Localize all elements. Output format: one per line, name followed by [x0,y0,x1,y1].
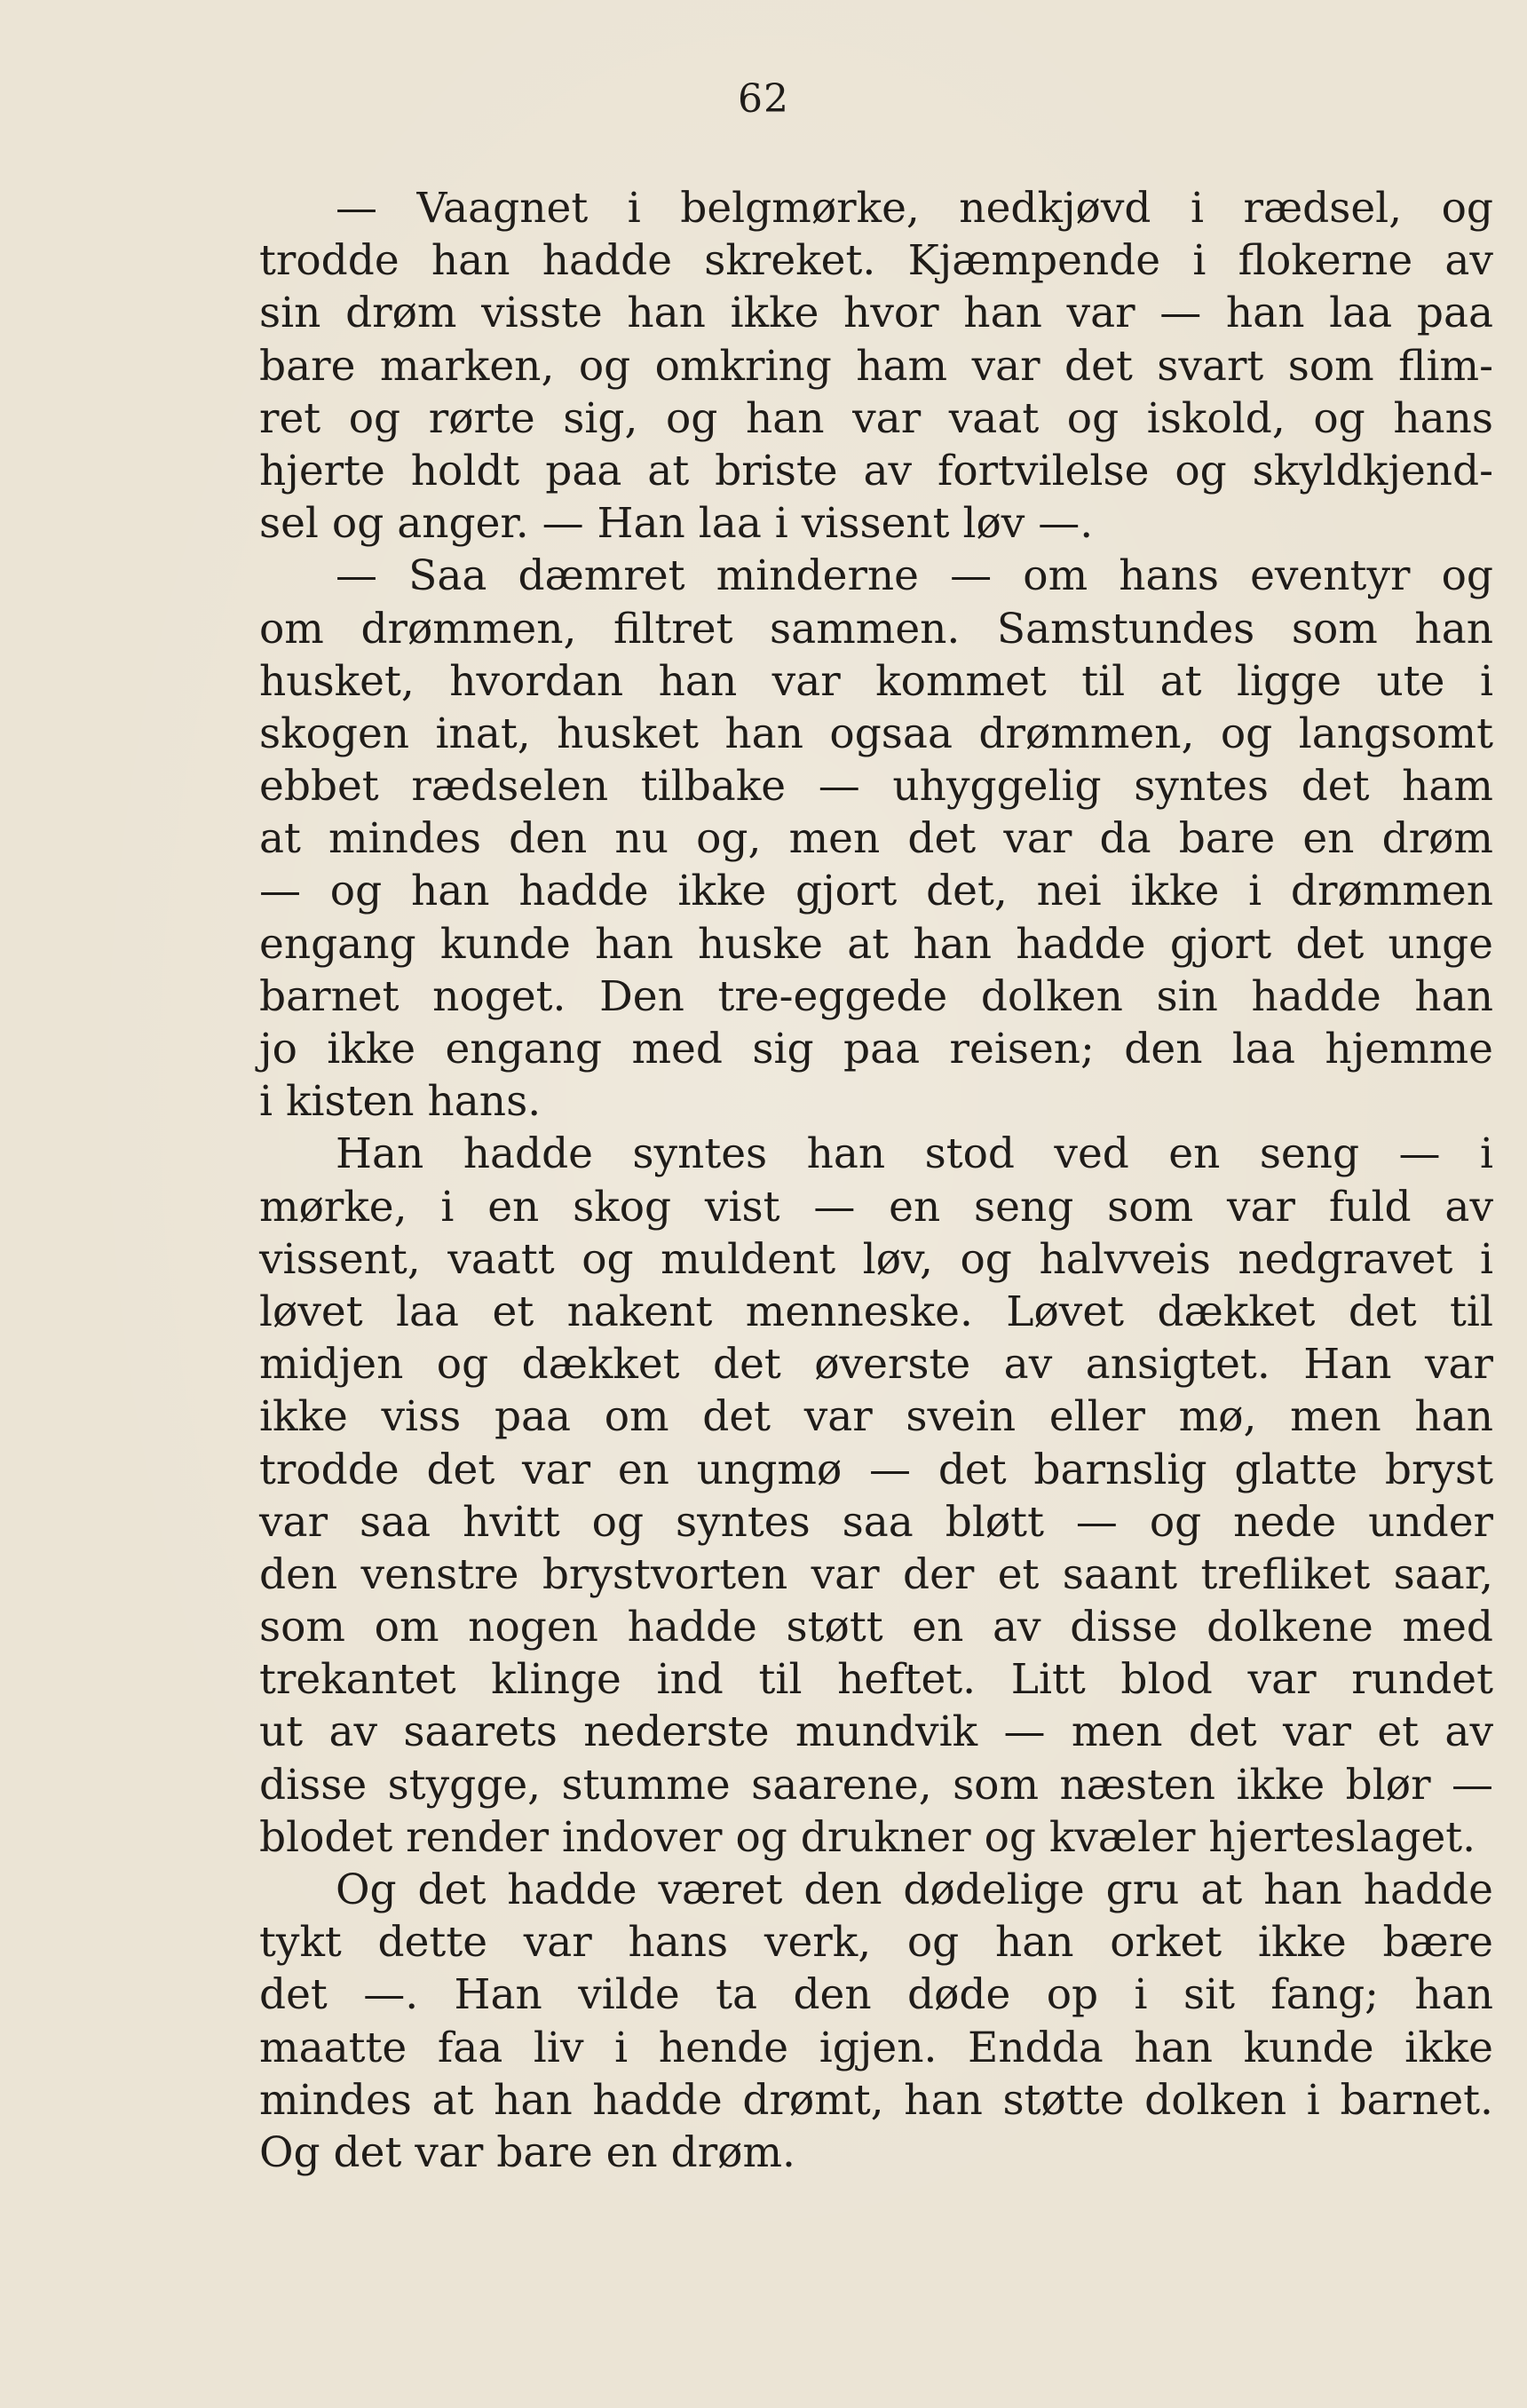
text-line: Og det hadde været den dødelige gru at han hadde [336,1865,1493,1914]
body-text [259,182,1493,2179]
text-line: tykt dette var hans verk, og han orket ikke bære [259,1918,1493,1968]
text-line: løvet laa et nakent menneske. Løvet dækket det til [259,1287,1493,1336]
text-line: trodde han hadde skreket. Kjæmpende i flokerne av [259,236,1493,286]
text-line: ret og rørte sig, og han var vaat og iskold, og hans [259,393,1493,443]
text-line: disse stygge, stumme saarene, som næsten ikke blør — [259,1760,1493,1810]
text-line: at mindes den nu og, men det var da bare en drøm [259,814,1493,864]
text-line: mørke, i en skog vist — en seng som var fuld av [259,1182,1493,1232]
text-line: sin drøm visste han ikke hvor han var — han laa paa [259,289,1493,338]
text-line: ut av saarets nederste mundvik — men det var et av [259,1707,1493,1757]
text-line: jo ikke engang med sig paa reisen; den laa hjemme [259,1025,1493,1073]
text-line: — og han hadde ikke gjort det, nei ikke i drømmen [259,867,1493,916]
page-number: 62 [738,76,789,122]
text-line: trodde det var en ungmø — det barnslig glatte bryst [259,1445,1493,1494]
text-line: husket, hvordan han var kommet til at ligge ute i [259,656,1493,706]
text-line: i kisten hans. [259,1077,542,1127]
text-line: Og det var bare en drøm. [259,2127,795,2177]
text-line: maatte faa liv i hende igjen. Endda han kunde ikke [259,2023,1493,2072]
text-line: trekantet klinge ind til heftet. Litt blod var rundet [259,1655,1493,1705]
text-line: vissent, vaatt og muldent løv, og halvveis nedgravet i [259,1234,1493,1284]
text-line: ebbet rædselen tilbake — uhyggelig syntes det ham [259,762,1493,812]
text-line: om drømmen, filtret sammen. Samstundes som han [259,604,1493,653]
text-line: — Vaagnet i belgmørke, nedkjøvd i rædsel, og [336,184,1493,233]
text-line: blodet render indover og drukner og kvæler hjerteslaget. [259,1812,1476,1862]
text-line: barnet noget. Den tre-eggede dolken sin hadde han [259,971,1493,1021]
text-line: engang kunde han huske at han hadde gjort det unge [259,919,1493,969]
text-line: mindes at han hadde drømt, han støtte dolken i barnet. [259,2075,1493,2125]
text-line: ikke viss paa om det var svein eller mø, men han [259,1392,1493,1442]
text-line: den venstre brystvorten var der et saant trefliket saar, [259,1549,1493,1599]
text-line: var saa hvitt og syntes saa bløtt — og nede under [259,1497,1493,1547]
text-line: som om nogen hadde støtt en av disse dolkene med [259,1603,1493,1652]
text-line: det —. Han vilde ta den døde op i sit fang; han [259,1970,1493,2020]
text-line: midjen og dækket det øverste av ansigtet. Han var [259,1340,1493,1390]
text-line: sel og anger. — Han laa i vissent løv —. [259,499,1094,549]
text-line: skogen inat, husket han ogsaa drømmen, og langsomt [259,709,1493,758]
text-line: — Saa dæmret minderne — om hans eventyr og [336,551,1493,601]
text-line: bare marken, og omkring ham var det svart som flim- [259,341,1493,391]
text-line: hjerte holdt paa at briste av fortvilelse og skyldkjend- [259,446,1493,495]
text-line: Han hadde syntes han stod ved en seng — i [336,1129,1493,1179]
